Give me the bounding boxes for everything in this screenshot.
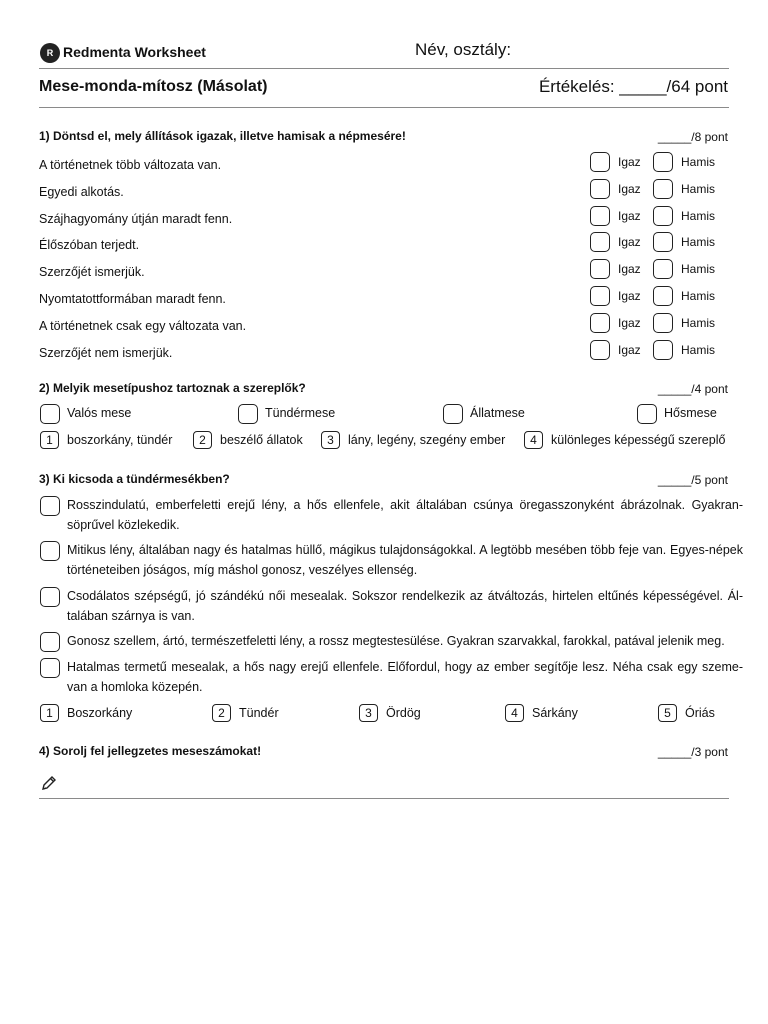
true-checkbox[interactable] — [590, 313, 610, 333]
option-text: Tündér — [239, 706, 279, 720]
false-checkbox[interactable] — [653, 206, 673, 226]
option-number[interactable]: 2 — [212, 704, 231, 722]
question-2-points: _____/4 pont — [657, 382, 728, 396]
drop-target-box[interactable] — [40, 404, 60, 424]
true-checkbox[interactable] — [590, 340, 610, 360]
false-checkbox[interactable] — [653, 179, 673, 199]
true-label: Igaz — [618, 155, 641, 169]
false-checkbox[interactable] — [653, 259, 673, 279]
question-1-points: _____/8 pont — [657, 130, 728, 144]
true-label: Igaz — [618, 342, 641, 357]
description-answer-box[interactable] — [40, 541, 60, 561]
false-label: Hamis — [681, 235, 716, 250]
option-number[interactable]: 4 — [505, 704, 524, 722]
statement-text: Szájhagyomány útján maradt fenn. — [39, 211, 233, 226]
true-label: Igaz — [618, 289, 641, 303]
true-label: Igaz — [618, 315, 641, 330]
statement-text: A történetnek több változata van. — [39, 158, 222, 172]
drop-target-box[interactable] — [443, 404, 463, 424]
drop-target-box[interactable] — [238, 404, 258, 424]
name-class-label: Név, osztály: — [415, 40, 512, 59]
pencil-icon — [40, 774, 58, 792]
false-label: Hamis — [681, 342, 716, 357]
true-label: Igaz — [618, 208, 641, 223]
true-checkbox[interactable] — [590, 206, 610, 226]
question-1-title: 1) Döntsd el, mely állítások igazak, illetve hamisak a népmesére! — [39, 129, 406, 143]
option-text: Boszorkány — [67, 706, 133, 720]
true-checkbox[interactable] — [590, 152, 610, 172]
description-answer-box[interactable] — [40, 632, 60, 652]
worksheet-title: Mese-monda-mítosz (Másolat) — [39, 78, 268, 95]
brand-logo: R — [40, 43, 60, 63]
description-text: Mitikus lény, általában nagy és hatalmas hüllő, mágikus tulajdonságokkal. A legtöbb mesében több feje van. Egyes-népek történeteiben jóságos, míg máshol gonosz, veszélyes ellenség. — [67, 543, 743, 577]
false-checkbox[interactable] — [653, 340, 673, 360]
question-3-title: 3) Ki kicsoda a tündérmesékben? — [39, 472, 230, 486]
statement-text: Szerzőjét ismerjük. — [39, 265, 145, 280]
option-number[interactable]: 5 — [658, 704, 677, 722]
question-3-points: _____/5 pont — [657, 473, 728, 487]
option-number[interactable]: 3 — [321, 431, 340, 449]
option-number[interactable]: 3 — [359, 704, 378, 722]
drop-target-label: Állatmese — [470, 406, 525, 420]
false-checkbox[interactable] — [653, 313, 673, 333]
option-text: Óriás — [685, 706, 715, 720]
drop-target-label: Tündérmese — [265, 406, 336, 420]
statement-text: A történetnek csak egy változata van. — [39, 318, 247, 333]
description-answer-box[interactable] — [40, 587, 60, 607]
description-answer-box[interactable] — [40, 658, 60, 678]
option-number[interactable]: 2 — [193, 431, 212, 449]
true-checkbox[interactable] — [590, 179, 610, 199]
drop-target-label: Hősmese — [664, 406, 717, 420]
false-label: Hamis — [681, 262, 716, 277]
answer-field[interactable] — [64, 774, 728, 794]
option-number[interactable]: 1 — [40, 431, 59, 449]
question-4-title: 4) Sorolj fel jellegzetes meseszámokat! — [39, 744, 262, 758]
false-label: Hamis — [681, 181, 716, 196]
option-text: Ördög — [386, 706, 421, 720]
false-label: Hamis — [681, 289, 716, 303]
false-label: Hamis — [681, 155, 716, 169]
option-text: lány, legény, szegény ember — [348, 433, 506, 447]
divider — [39, 68, 729, 69]
true-label: Igaz — [618, 262, 641, 277]
description-text: Hatalmas termetű mesealak, a hős nagy erejű ellenfele. Előfordul, hogy az ember segítője lesz. Néha csak egy szeme-van a homloka közepén. — [67, 660, 743, 694]
question-4-points: _____/3 pont — [657, 745, 728, 759]
statement-text: Nyomtatottformában maradt fenn. — [39, 292, 226, 306]
true-checkbox[interactable] — [590, 286, 610, 306]
description-text: Rosszindulatú, emberfeletti erejű lény, a hős ellenfele, akit általában csúnya öregasszonyként ábrázolnak. Gyakran-söprűvel közlekedik. — [67, 498, 743, 532]
brand-name: Redmenta Worksheet — [63, 44, 206, 60]
false-label: Hamis — [681, 208, 716, 223]
statement-text: Élőszóban terjedt. — [39, 238, 140, 253]
option-number[interactable]: 1 — [40, 704, 59, 722]
description-text: Gonosz szellem, ártó, természetfeletti lény, a rossz megtestesülése. Gyakran szarvakkal, farokkal, patával jelenik meg. — [67, 634, 725, 648]
description-text: Csodálatos szépségű, jó szándékú női mesealak. Sokszor rendelkezik az átváltozás, hirtelen eltűnés képességével. Ál-talában szárnya is van. — [67, 589, 743, 623]
description-answer-box[interactable] — [40, 496, 60, 516]
true-checkbox[interactable] — [590, 259, 610, 279]
statement-text: Szerzőjét nem ismerjük. — [39, 345, 173, 360]
true-label: Igaz — [618, 235, 641, 250]
option-text: különleges képességű szereplő — [551, 433, 726, 447]
option-text: beszélő állatok — [220, 433, 303, 447]
drop-target-label: Valós mese — [67, 406, 132, 420]
option-number[interactable]: 4 — [524, 431, 543, 449]
false-label: Hamis — [681, 315, 716, 330]
question-2-title: 2) Melyik mesetípushoz tartoznak a szereplők? — [39, 381, 306, 395]
divider — [39, 107, 729, 108]
drop-target-box[interactable] — [637, 404, 657, 424]
total-score: Értékelés: _____/64 pont — [538, 77, 728, 96]
option-text: Sárkány — [532, 706, 578, 720]
answer-line — [39, 798, 729, 799]
false-checkbox[interactable] — [653, 152, 673, 172]
statement-text: Egyedi alkotás. — [39, 184, 124, 199]
false-checkbox[interactable] — [653, 286, 673, 306]
true-checkbox[interactable] — [590, 232, 610, 252]
false-checkbox[interactable] — [653, 232, 673, 252]
option-text: boszorkány, tündér — [67, 433, 173, 447]
true-label: Igaz — [618, 181, 641, 196]
